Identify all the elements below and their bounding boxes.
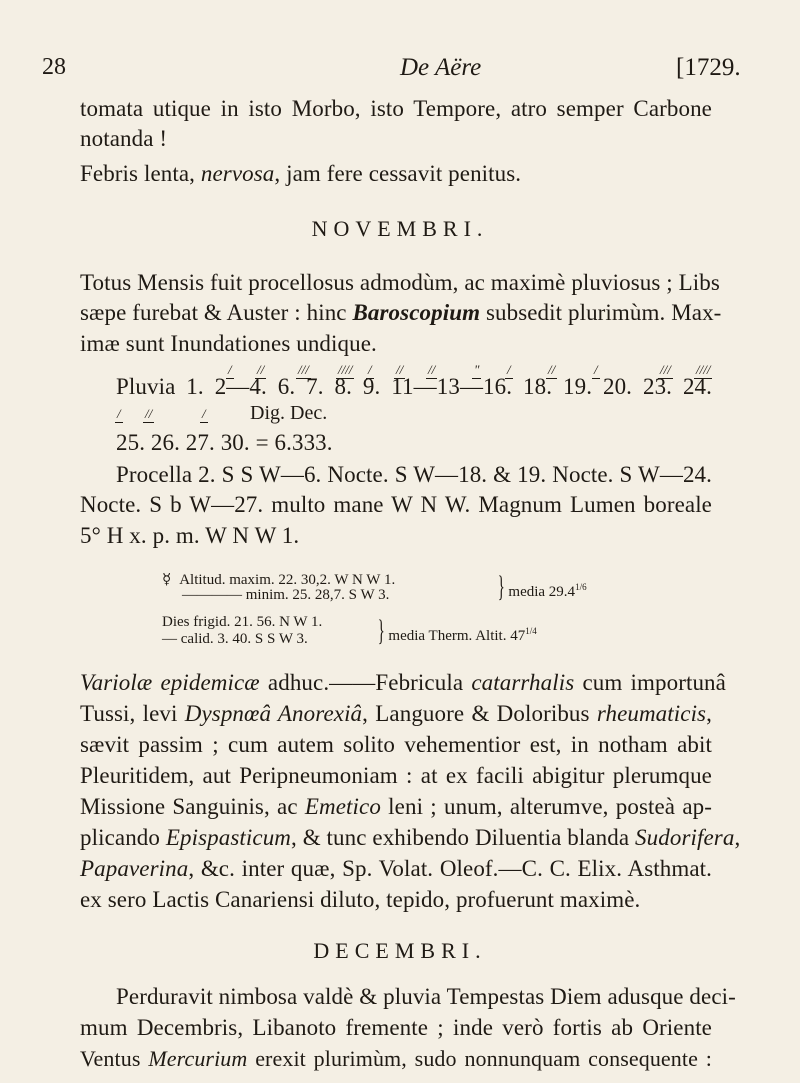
- table-row: ———— minim. 25. 28,7. S W 3.: [182, 587, 390, 603]
- table-fraction: 1/6: [575, 582, 587, 592]
- section-heading-december: DECEMBRI.: [313, 938, 487, 963]
- text-line: sævit passim ; cum autem solito vehementior est, in notham abit: [80, 732, 712, 757]
- table-media: media 29.4: [508, 584, 576, 600]
- table-fraction: 1/4: [525, 626, 537, 636]
- rain-mark: //: [428, 362, 436, 377]
- rain-mark: ////: [338, 362, 353, 377]
- text-line: ex sero Lactis Canariensi diluto, tepido, profuerunt maximè.: [80, 887, 641, 912]
- table-row: Dies frigid. 21. 56. N W 1.: [162, 614, 323, 630]
- text-line: tomata utique in isto Morbo, isto Tempore, atro semper Carbone: [80, 96, 712, 121]
- rain-mark: /: [594, 362, 598, 377]
- rain-mark: /: [368, 362, 372, 377]
- text-line: Tussi, levi Dyspnœâ Anorexiâ, Languore & Doloribus rheumaticis,: [80, 701, 712, 726]
- rain-mark: ///: [660, 362, 671, 377]
- text-line: Pleuritidem, aut Peripneumoniam : at ex facili abigitur plerumque: [80, 763, 712, 788]
- text-line: notanda !: [80, 126, 168, 151]
- text-line: imæ sunt Inundationes undique.: [80, 331, 377, 356]
- text-line: Missione Sanguinis, ac Emetico leni ; unum, alterumve, posteà ap-: [80, 794, 712, 819]
- text-line: Procella 2. S S W—6. Nocte. S W—18. & 19. Nocte. S W—24.: [116, 462, 712, 487]
- text-line: Papaverina, &c. inter quæ, Sp. Volat. Oleof.—C. C. Elix. Asthmat.: [80, 856, 712, 881]
- year-marker: [1729.: [676, 54, 741, 81]
- rain-marks-row-2: [0, 406, 800, 424]
- text-line: sæpe furebat & Auster : hinc Baroscopium subsedit plurimùm. Max-: [80, 300, 722, 325]
- rain-mark: //: [257, 362, 265, 377]
- table-row: Altitud. maxim. 22. 30,2. W N W 1.: [179, 572, 396, 588]
- table-media: media Therm. Altit. 47: [388, 628, 526, 644]
- rain-mark: /: [507, 362, 511, 377]
- brace-icon: }: [377, 614, 385, 647]
- text-line: Febris lenta, nervosa, jam fere cessavit penitus.: [80, 161, 522, 186]
- rain-mark: /: [228, 362, 232, 377]
- page-header: [0, 54, 800, 86]
- rain-mark: /: [202, 406, 206, 421]
- rain-mark: //: [548, 362, 556, 377]
- text-line: Totus Mensis fuit procellosus admodùm, ac maximè pluviosus ; Libs: [80, 270, 720, 295]
- rain-mark: ////: [696, 362, 711, 377]
- rain-days-line: Pluvia 1. 2—4. 6. 7. 8. 9. 11—13—16. 18. 19. 20. 23. 24.: [116, 374, 712, 399]
- text-line: Ventus Mercurium erexit plurimùm, sudo nonnunquam consequente :: [80, 1046, 712, 1071]
- text-line: Variolæ epidemicæ adhuc.——Febricula catarrhalis cum importunâ: [80, 670, 726, 695]
- text-line: mum Decembris, Libanoto fremente ; inde verò fortis ab Oriente: [80, 1015, 712, 1040]
- page-number: 28: [42, 54, 66, 80]
- text-line: plicando Epispasticum, & tunc exhibendo Diluentia blanda Sudorifera,: [80, 825, 741, 850]
- text-line: 5° H x. p. m. W N W 1.: [80, 523, 300, 548]
- text-line: Perduravit nimbosa valdè & pluvia Tempestas Diem adusque deci-: [116, 984, 736, 1009]
- rain-mark: ": [474, 362, 480, 377]
- mercury-symbol: ☿: [162, 572, 172, 588]
- rain-mark: //: [145, 406, 153, 421]
- table-row: — calid. 3. 40. S S W 3.: [162, 631, 308, 647]
- running-title: De Aëre: [400, 54, 482, 81]
- rain-mark: //: [396, 362, 404, 377]
- section-heading-november: NOVEMBRI.: [311, 216, 489, 241]
- rain-total-line: 25. 26. 27. 30. = 6.333.: [116, 430, 333, 455]
- text-line: Nocte. S b W—27. multo mane W N W. Magnum Lumen boreale: [80, 492, 712, 517]
- rain-unit-label: Dig. Dec.: [250, 402, 328, 424]
- rain-mark: /: [117, 406, 121, 421]
- brace-icon: }: [497, 570, 505, 603]
- rain-mark: ///: [298, 362, 309, 377]
